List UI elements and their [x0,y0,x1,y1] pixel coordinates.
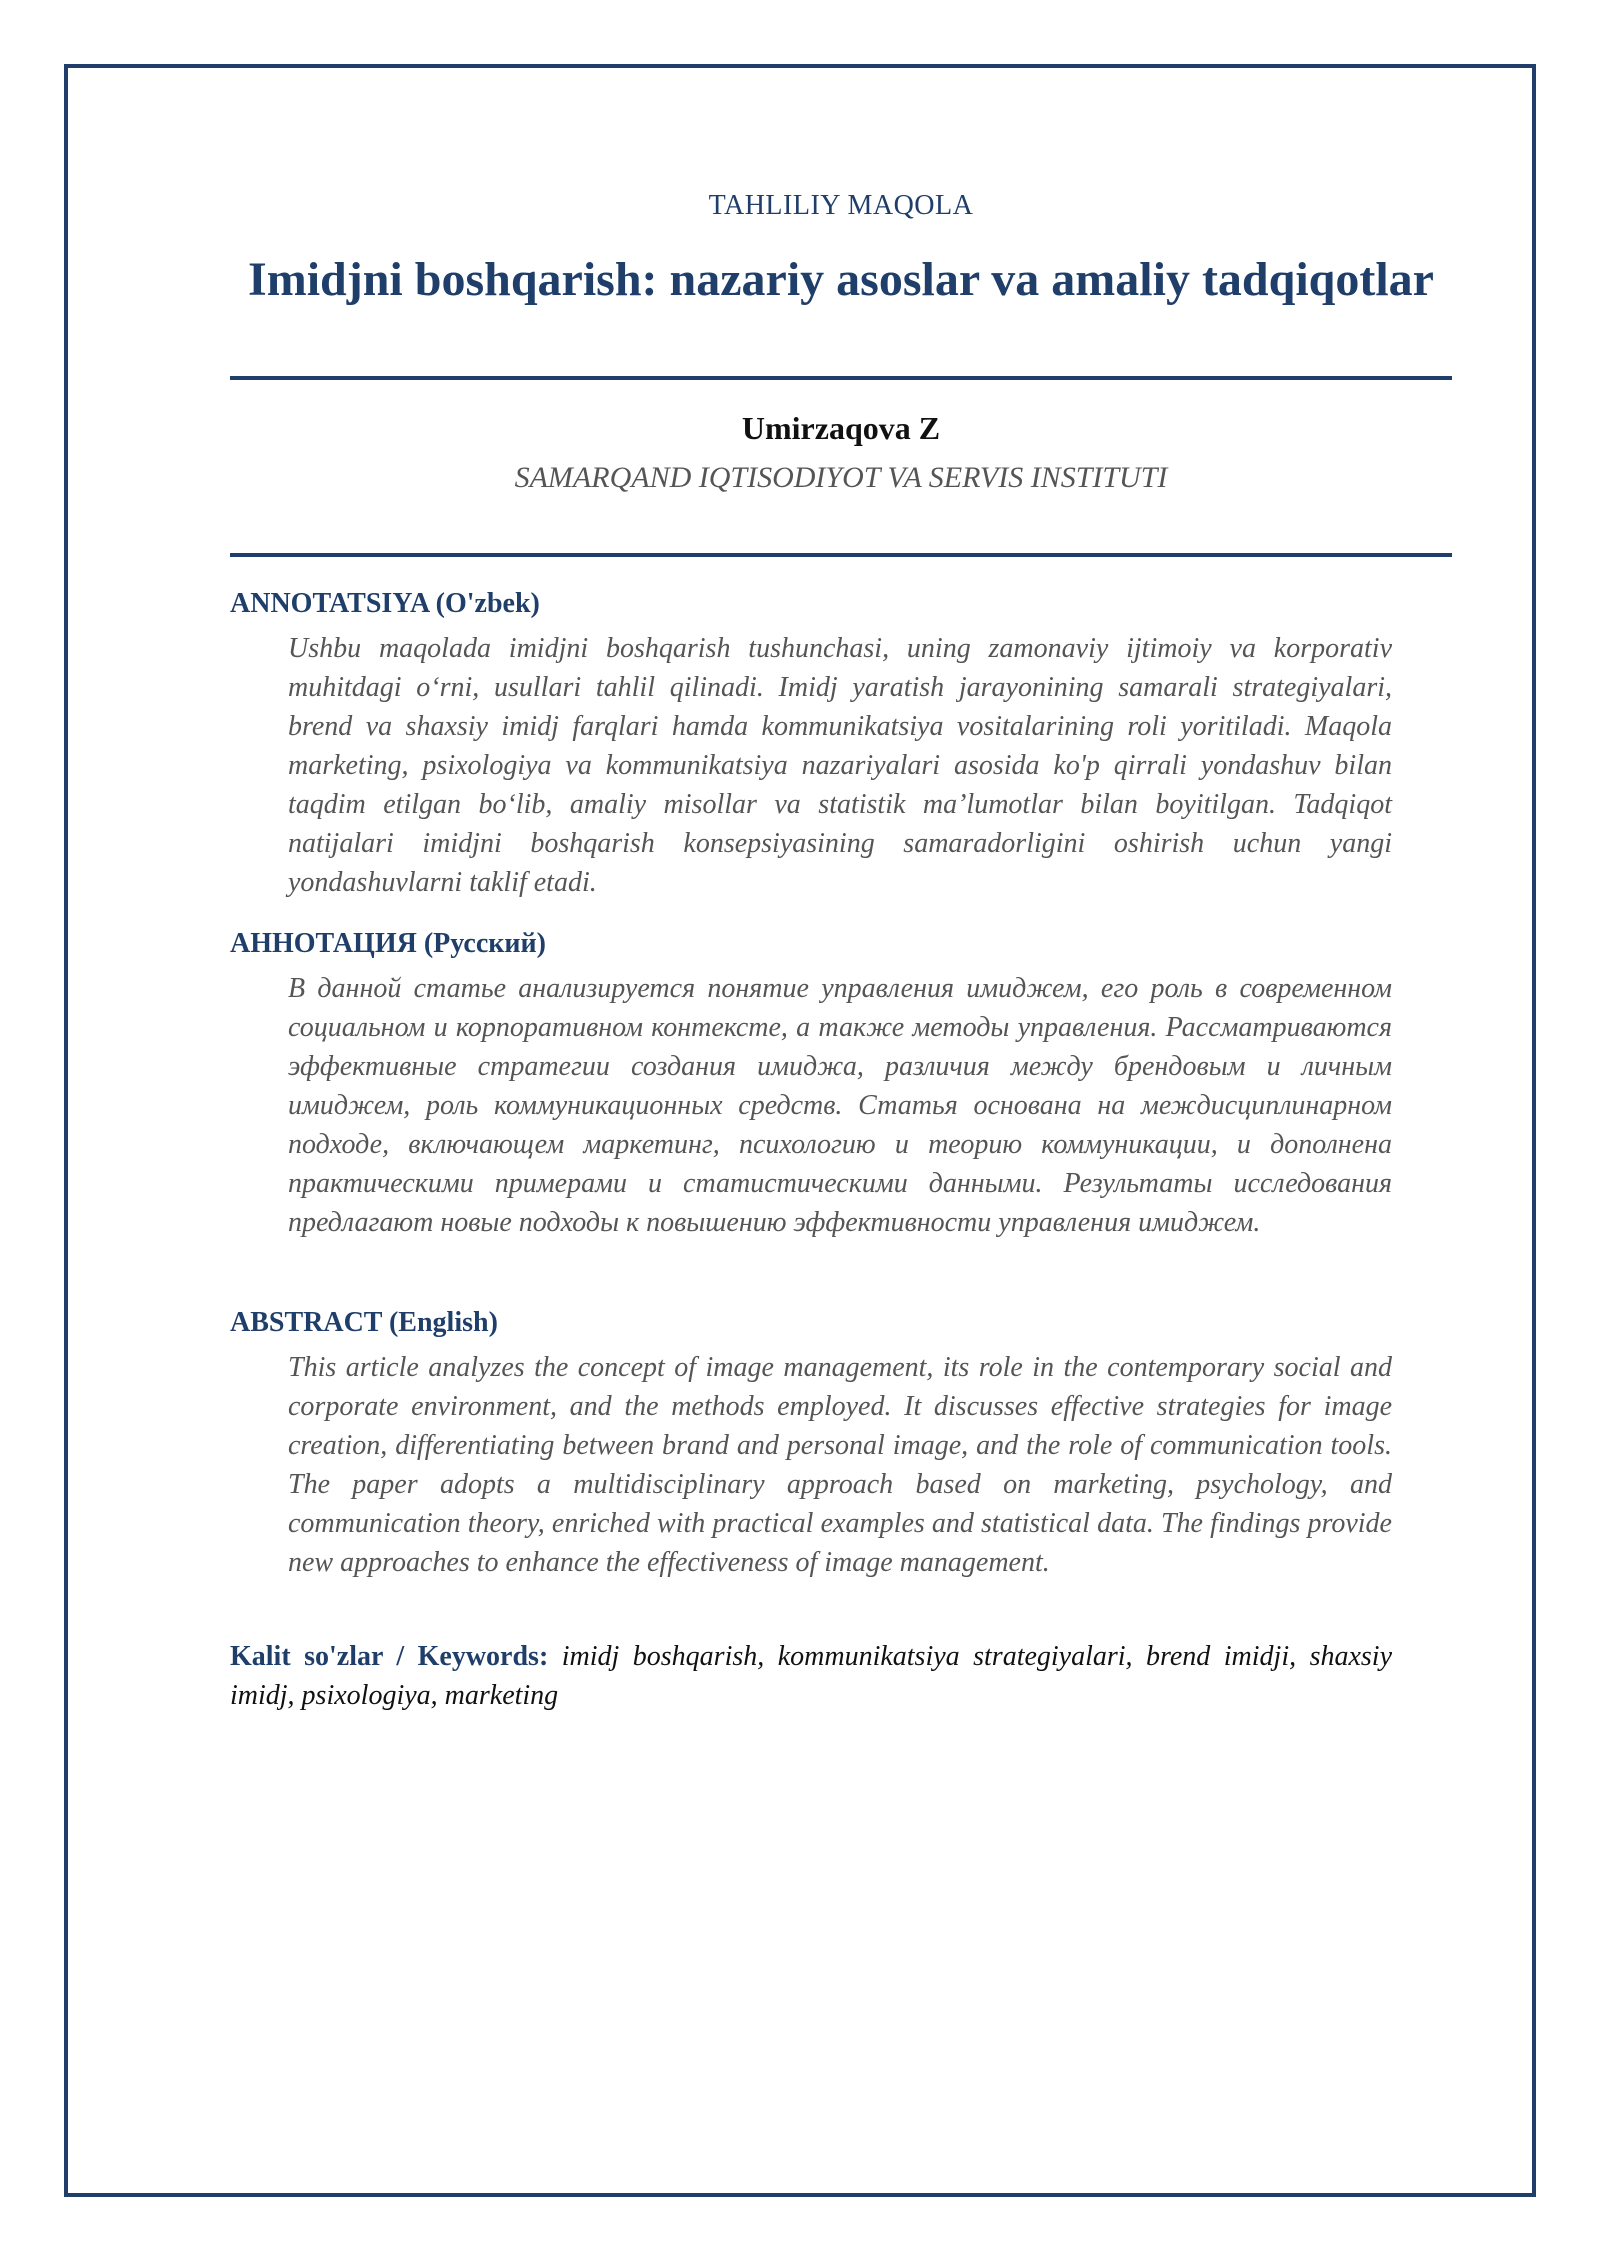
keywords-label: Kalit so'zlar / Keywords: [230,1641,549,1672]
keywords-list: imidj boshqarish, kommunikatsiya strategiyalari, brend imidji, shaxsiy imidj, psixologiya, marketing [230,1641,1392,1711]
article-title: Imidjni boshqarish: nazariy asoslar va amaliy tadqiqotlar [248,253,1434,306]
section-label: TAHLILIY MAQOLA [708,190,974,221]
author-name: Umirzaqova Z [741,410,941,446]
abstract-text-russian: В данной статье анализируется понятие управления имиджем, его роль в современном социальном и корпоративном контексте, а также методы управления. Рассматриваются эффективные стратегии создания имиджа, различия между брендовым и личным имиджем, роль коммуникационных средств. Статья основана на междисциплинарном подходе, включающем маркетинг, психологию и теорию коммуникации, и дополнена практическими примерами и статистическими данными. Результаты исследования предлагают новые подходы к повышению эффективности управления имиджем. [288,973,1392,1238]
divider-bottom [230,553,1452,557]
abstract-text-english: This article analyzes the concept of image management, its role in the contemporary social and corporate environment, and the methods employed. It discusses effective strategies for image creation, differentiating between brand and personal image, and the role of communication tools. The paper adopts a multidisciplinary approach based on marketing, psychology, and communication theory, enriched with practical examples and statistical data. The findings provide new approaches to enhance the effectiveness of image management. [288,1352,1392,1578]
abstract-heading-english: ABSTRACT (English) [230,1307,498,1338]
divider-top [230,376,1452,380]
abstract-text-uzbek: Ushbu maqolada imidjni boshqarish tushunchasi, uning zamonaviy ijtimoiy va korporativ muhitdagi o‘rni, usullari tahlil qilinadi. Imidj yaratish jarayonining samarali strategiyalari, brend va shaxsiy imidj farqlari hamda kommunikatsiya vositalarining roli yoritiladi. Maqola marketing, psixologiya va kommunikatsiya nazariyalari asosida ko'p qirrali yondashuv bilan taqdim etilgan bo‘lib, amaliy misollar va statistik ma’lumotlar bilan boyitilgan. Tadqiqot natijalari imidjni boshqarish konsepsiyasining samaradorligini oshirish uchun yangi yondashuvlarni taklif etadi. [288,633,1392,898]
author-affiliation: SAMARQAND IQTISODIYOT VA SERVIS INSTITUTI [514,461,1168,494]
keywords [230,1637,1392,1715]
abstract-heading-russian: АННОТАЦИЯ (Русский) [230,928,546,959]
abstract-heading-uzbek: ANNOTATSIYA (O'zbek) [230,588,540,619]
